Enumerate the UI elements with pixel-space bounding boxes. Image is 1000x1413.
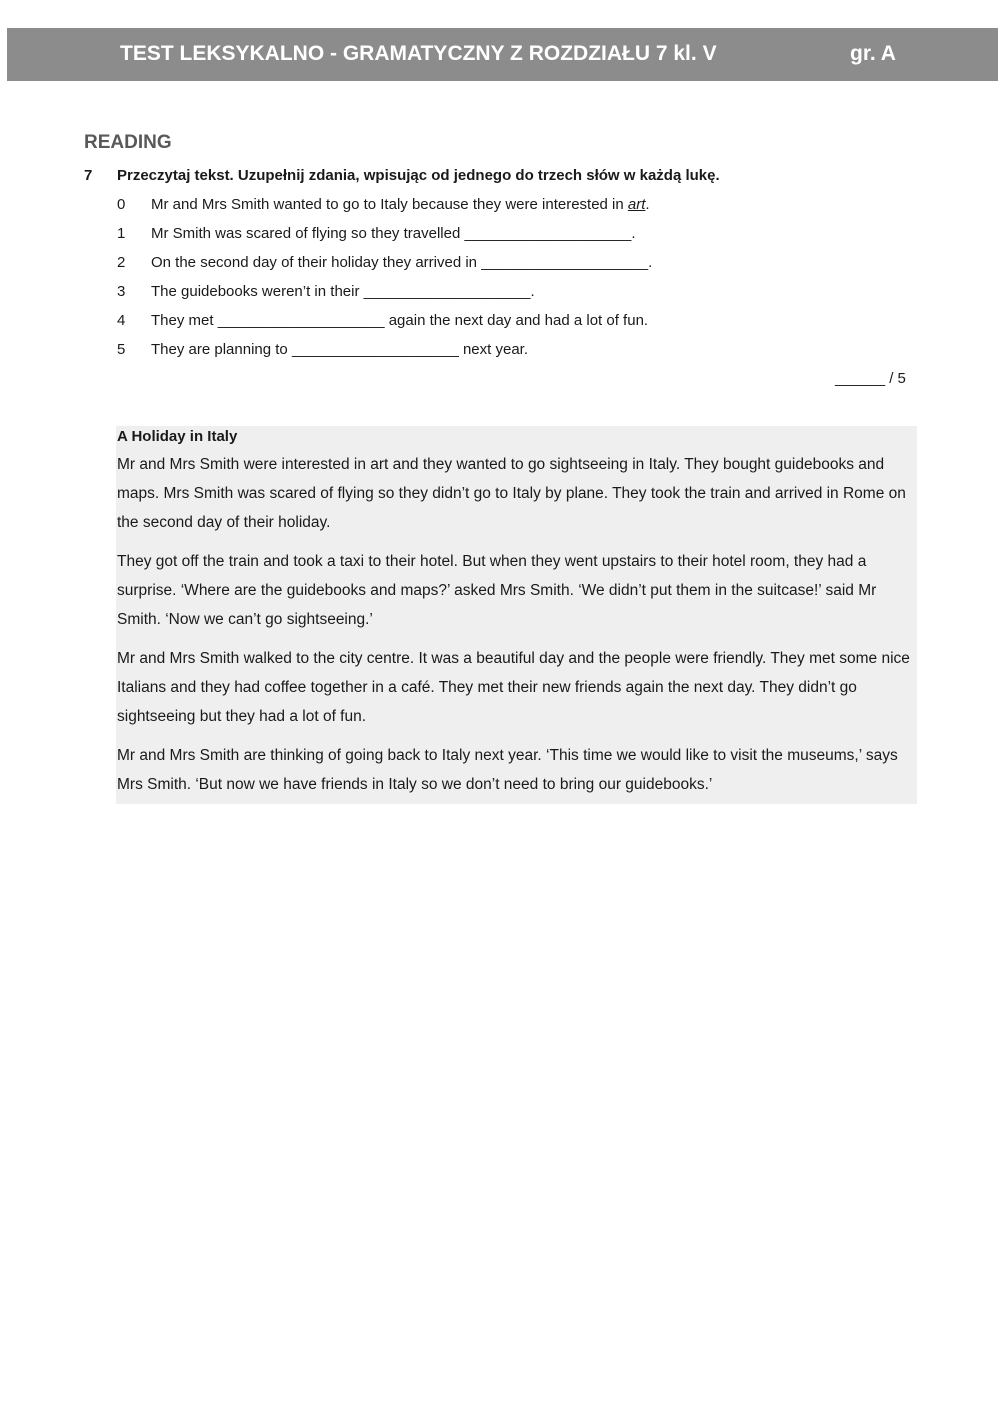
- reading-text-title: A Holiday in Italy: [117, 428, 238, 445]
- item-text-before: Mr and Mrs Smith wanted to go to Italy because they were interested in: [151, 196, 628, 213]
- reading-text-box: [116, 426, 917, 804]
- item-number: 5: [117, 341, 126, 358]
- task-number: 7: [84, 167, 93, 184]
- reading-paragraph-3: Mr and Mrs Smith walked to the city centre. It was a beautiful day and the people were friendly. They met some nice Italians and they had coffee together in a café. They met their new friends again the next day. They didn’t go sightseeing but they had a lot of fun.: [117, 650, 910, 725]
- item-number: 1: [117, 225, 126, 242]
- item-text-before: The guidebooks weren’t in their: [151, 283, 364, 300]
- item-text-after: again the next day and had a lot of fun.: [384, 312, 649, 329]
- reading-paragraph-1: Mr and Mrs Smith were interested in art and they wanted to go sightseeing in Italy. They bought guidebooks and maps. Mrs Smith was scared of flying so they didn’t go to Italy by plane. They took the train and arrived in Rome on the second day of their holiday.: [117, 456, 906, 531]
- item-text-after: .: [648, 254, 653, 271]
- item-number: 2: [117, 254, 126, 271]
- item-text-before: Mr Smith was scared of flying so they travelled: [151, 225, 465, 242]
- item-text-after: .: [645, 196, 650, 213]
- reading-paragraph-4: Mr and Mrs Smith are thinking of going back to Italy next year. ‘This time we would like to visit the museums,’ says Mrs Smith. ‘But now we have friends in Italy so we don’t need to bring our guidebooks.’: [117, 747, 898, 793]
- answer-blank[interactable]: ____________________: [291, 341, 459, 358]
- item-text-after: next year.: [458, 341, 529, 358]
- section-title: READING: [84, 132, 172, 153]
- item-text-before: They met: [151, 312, 218, 329]
- task-instruction: Przeczytaj tekst. Uzupełnij zdania, wpisując od jednego do trzech słów w każdą lukę.: [117, 167, 720, 184]
- test-title: TEST LEKSYKALNO - GRAMATYCZNY Z ROZDZIAŁU 7 kl. V: [120, 42, 717, 65]
- exercise-item-3: [117, 283, 535, 300]
- answer-blank[interactable]: ____________________: [217, 312, 385, 329]
- exercise-item-4: [117, 312, 648, 329]
- item-number: 4: [117, 312, 126, 329]
- group-label: gr. A: [850, 42, 896, 65]
- item-text-before: On the second day of their holiday they arrived in: [151, 254, 482, 271]
- exercise-item-2: [117, 254, 652, 271]
- item-number: 0: [117, 196, 126, 213]
- reading-paragraph-2: They got off the train and took a taxi to their hotel. But when they went upstairs to their hotel room, they had a surprise. ‘Where are the guidebooks and maps?’ asked Mrs Smith. ‘We didn’t put them in the suitcase!’ said Mr Smith. ‘Now we can’t go sightseeing.’: [117, 553, 877, 628]
- item-text-after: .: [631, 225, 636, 242]
- exercise-item-0: [117, 196, 650, 213]
- item-text-after: .: [530, 283, 535, 300]
- exercise-item-1: [117, 225, 636, 242]
- answer-blank[interactable]: ____________________: [363, 283, 531, 300]
- item-text-before: They are planning to: [151, 341, 292, 358]
- answer-blank[interactable]: ____________________: [481, 254, 649, 271]
- item-number: 3: [117, 283, 126, 300]
- example-answer: art: [627, 196, 646, 213]
- header-bar: [7, 28, 998, 81]
- answer-blank[interactable]: ____________________: [464, 225, 632, 242]
- exercise-item-5: [117, 341, 528, 358]
- score-field[interactable]: ______ / 5: [835, 370, 906, 387]
